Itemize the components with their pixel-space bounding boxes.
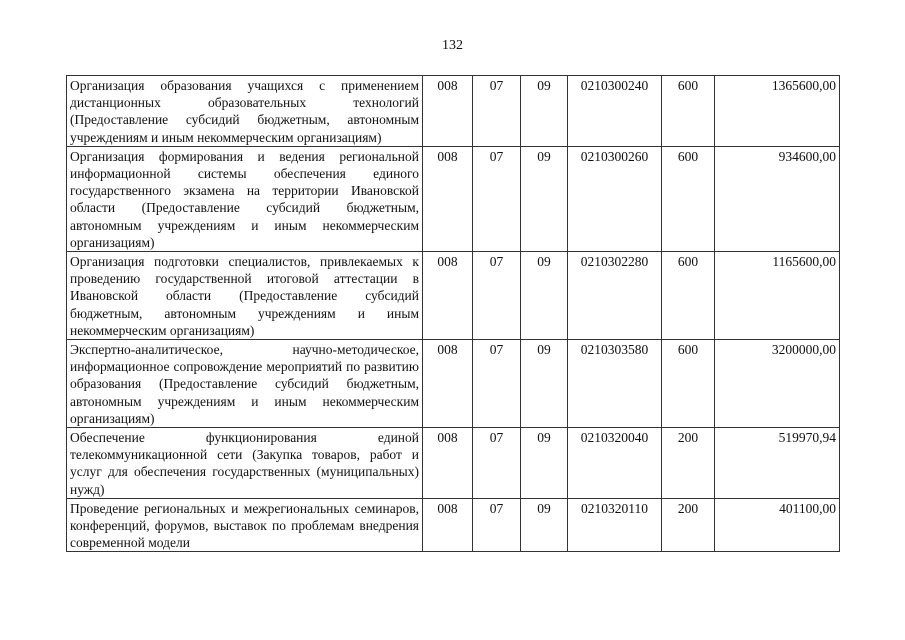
expense-type-code: 600: [662, 252, 715, 340]
row-description: Экспертно-аналитическое, научно-методическое, информационное сопровождение мероприятий по развитию образования (Предоставление субсидий бюджетным, автономным учреждениям и иным некоммерческим организациям): [67, 340, 423, 428]
table-row: [67, 498, 840, 552]
subsection-code: 09: [521, 498, 568, 552]
ministry-code: 008: [423, 428, 473, 499]
target-article-code: 0210320040: [568, 428, 662, 499]
subsection-code: 09: [521, 76, 568, 147]
section-code: 07: [473, 252, 521, 340]
target-article-code: 0210300260: [568, 146, 662, 251]
table-row: [67, 76, 840, 147]
amount-value: 519970,94: [715, 428, 840, 499]
section-code: 07: [473, 146, 521, 251]
ministry-code: 008: [423, 146, 473, 251]
table-row: [67, 428, 840, 499]
target-article-code: 0210320110: [568, 498, 662, 552]
expense-type-code: 200: [662, 498, 715, 552]
section-code: 07: [473, 428, 521, 499]
expense-type-code: 600: [662, 340, 715, 428]
expense-type-code: 200: [662, 428, 715, 499]
row-description: Организация подготовки специалистов, привлекаемых к проведению государственной итоговой аттестации в Ивановской области (Предоставление субсидий бюджетным, автономным учреждениям и иным некоммерческим организациям): [67, 252, 423, 340]
target-article-code: 0210302280: [568, 252, 662, 340]
subsection-code: 09: [521, 252, 568, 340]
row-description: Обеспечение функционирования единой телекоммуникационной сети (Закупка товаров, работ и услуг для обеспечения государственных (муниципальных) нужд): [67, 428, 423, 499]
amount-value: 1165600,00: [715, 252, 840, 340]
page-number: 132: [442, 38, 463, 53]
amount-value: 934600,00: [715, 146, 840, 251]
row-description: Проведение региональных и межрегиональных семинаров, конференций, форумов, выставок по проблемам внедрения современной модели: [67, 498, 423, 552]
ministry-code: 008: [423, 76, 473, 147]
table-row: [67, 340, 840, 428]
subsection-code: 09: [521, 340, 568, 428]
expense-type-code: 600: [662, 76, 715, 147]
amount-value: 401100,00: [715, 498, 840, 552]
subsection-code: 09: [521, 146, 568, 251]
target-article-code: 0210303580: [568, 340, 662, 428]
ministry-code: 008: [423, 340, 473, 428]
section-code: 07: [473, 76, 521, 147]
subsection-code: 09: [521, 428, 568, 499]
ministry-code: 008: [423, 498, 473, 552]
section-code: 07: [473, 498, 521, 552]
section-code: 07: [473, 340, 521, 428]
expense-type-code: 600: [662, 146, 715, 251]
amount-value: 1365600,00: [715, 76, 840, 147]
amount-value: 3200000,00: [715, 340, 840, 428]
row-description: Организация формирования и ведения региональной информационной системы обеспечения единого государственного экзамена на территории Ивановской области (Предоставление субсидий бюджетным, автономным учреждениям и иным некоммерческим организациям): [67, 146, 423, 251]
table-row: [67, 252, 840, 340]
target-article-code: 0210300240: [568, 76, 662, 147]
table-row: [67, 146, 840, 251]
row-description: Организация образования учащихся с применением дистанционных образовательных технологий (Предоставление субсидий бюджетным, автономным учреждениям и иным некоммерческим организациям): [67, 76, 423, 147]
ministry-code: 008: [423, 252, 473, 340]
budget-table: [66, 75, 840, 552]
